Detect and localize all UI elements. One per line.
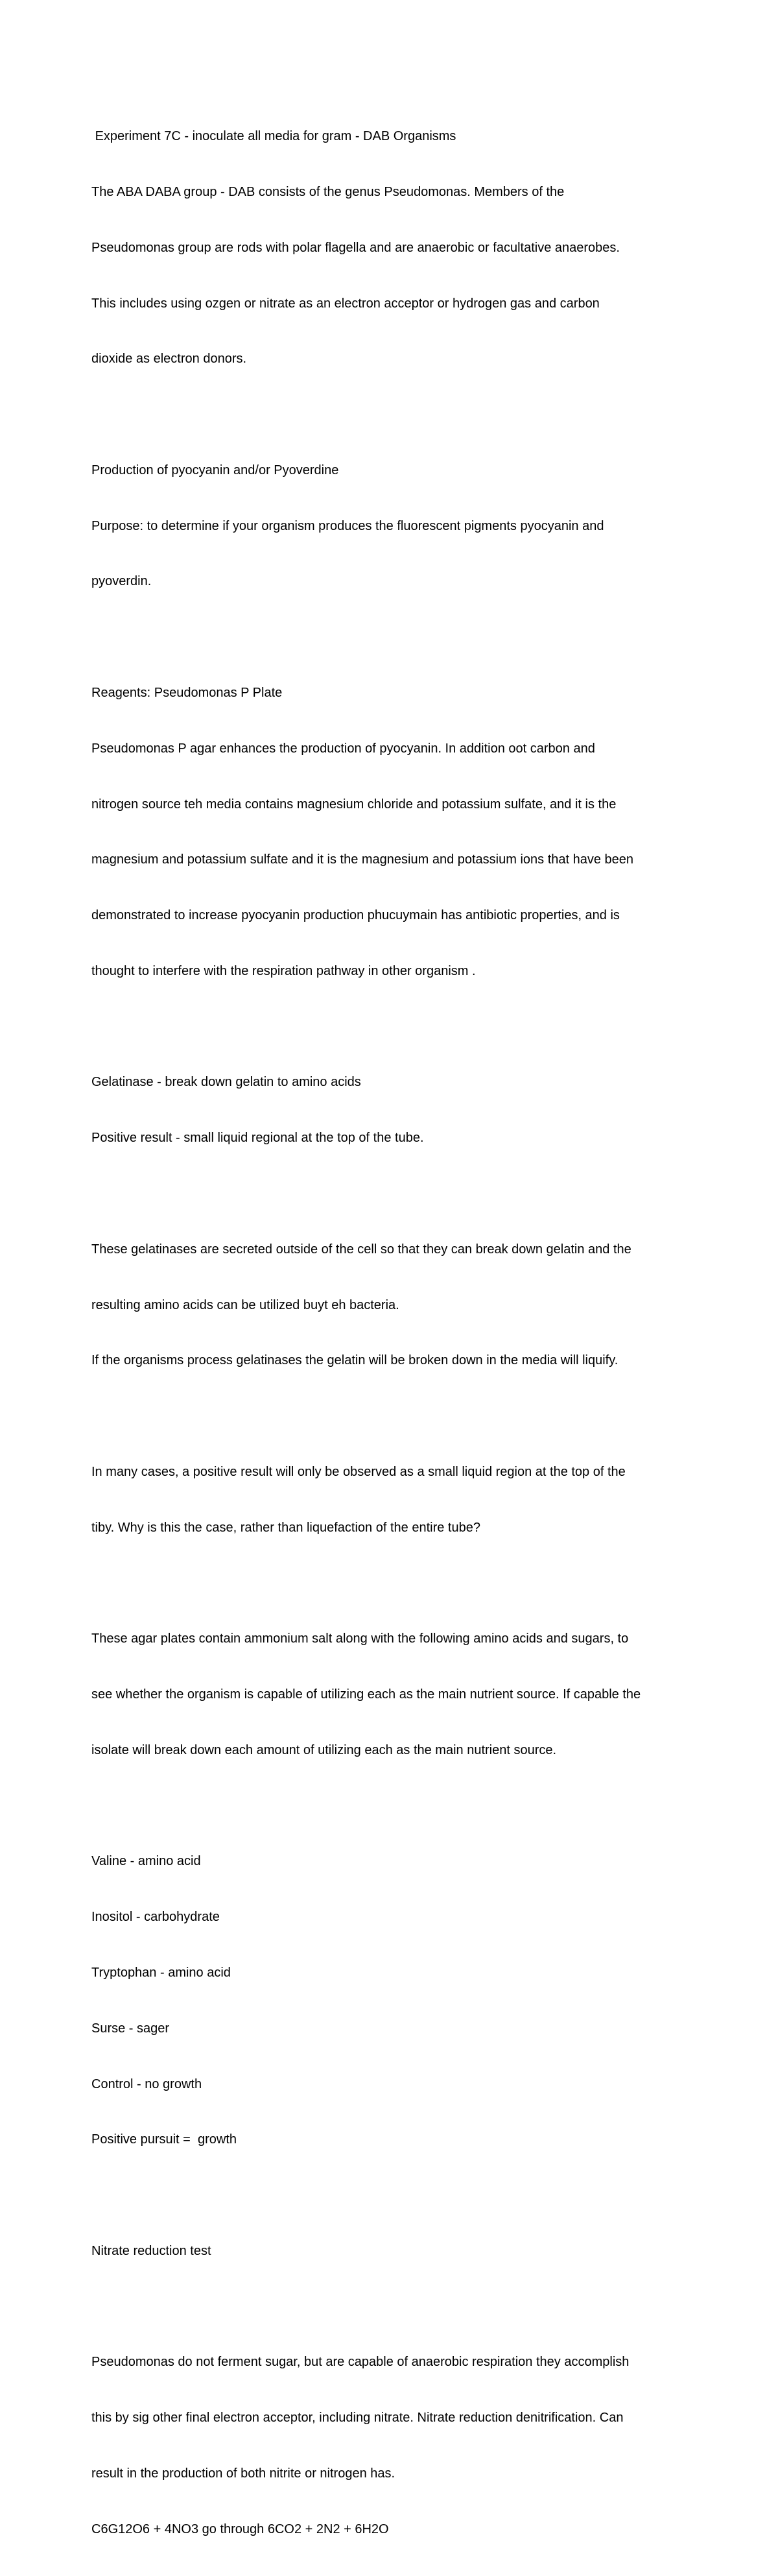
document-line: Pseudomonas group are rods with polar flagella and are anaerobic or facultative anaerobes. [91,240,620,255]
document-line: Production of pyocyanin and/or Pyoverdine [91,463,339,477]
document-line: Pseudomonas P agar enhances the production of pyocyanin. In addition oot carbon and [91,741,595,756]
document-line: this by sig other final electron acceptor, including nitrate. Nitrate reduction denitrification. Can [91,2411,624,2426]
document-line: If the organisms process gelatinases the gelatin will be broken down in the media will liquify. [91,1353,619,1368]
blank-line [91,2186,694,2205]
document-line: In many cases, a positive result will only be observed as a small liquid region at the top of the [91,1464,626,1479]
blank-line [91,405,694,424]
document-line: Control - no growth [91,2076,202,2091]
document-line: C6G12O6 + 4NO3 go through 6CO2 + 2N2 + 6H2O [91,2522,389,2536]
document-line: This includes using ozgen or nitrate as an electron acceptor or hydrogen gas and carbon [91,296,600,311]
document-line: result in the production of both nitrite or nitrogen has. [91,2466,395,2481]
document-line: Inositol - carbohydrate [91,1910,220,1925]
document-line: Gelatinase - break down gelatin to amino acids [91,1075,361,1090]
document-line: nitrogen source teh media contains magnesium chloride and potassium sulfate, and it is the [91,797,617,812]
document-line: see whether the organism is capable of utilizing each as the main nutrient source. If capable the [91,1687,641,1702]
document-line: These gelatinases are secreted outside of the cell so that they can break down gelatin and the [91,1242,631,1257]
document-line: Nitrate reduction test [91,2243,211,2258]
document-line: Purpose: to determine if your organism produces the fluorescent pigments pyocyanin and [91,518,604,533]
document-line: pyoverdin. [91,574,152,589]
document-line: resulting amino acids can be utilized buyt eh bacteria. [91,1297,399,1312]
document-line: Reagents: Pseudomonas P Plate [91,686,283,700]
document-line: isolate will break down each amount of utilizing each as the main nutrient source. [91,1742,557,1757]
blank-line [91,1018,694,1037]
document-line: These agar plates contain ammonium salt along with the following amino acids and sugars, to [91,1631,629,1646]
document-line: Surse - sager [91,2021,170,2036]
document-line: Tryptophan - amino acid [91,1965,231,1980]
document-line: Valine - amino acid [91,1854,201,1869]
document-line: dioxide as electron donors. [91,352,247,367]
blank-line [91,1797,694,1816]
document-line: Experiment 7C - inoculate all media for gram - DAB Organisms [91,129,456,144]
document-body [91,90,694,2576]
blank-line [91,1574,694,1593]
document-line: Positive result - small liquid regional at the top of the tube. [91,1131,424,1146]
document-line: The ABA DABA group - DAB consists of the genus Pseudomonas. Members of the [91,184,565,199]
blank-line [91,1185,694,1203]
blank-line [91,628,694,647]
document-line: thought to interfere with the respiration pathway in other organism . [91,963,476,978]
document-line: Pseudomonas do not ferment sugar, but are capable of anaerobic respiration they accomplish [91,2355,630,2370]
document-line: magnesium and potassium sulfate and it is the magnesium and potassium ions that have been [91,852,634,867]
blank-line [91,2298,694,2317]
document-line: tiby. Why is this the case, rather than liquefaction of the entire tube? [91,1520,480,1535]
blank-line [91,1407,694,1426]
document-line: Positive pursuit = growth [91,2132,237,2147]
document-line: demonstrated to increase pyocyanin production phucuymain has antibiotic properties, and is [91,908,620,923]
